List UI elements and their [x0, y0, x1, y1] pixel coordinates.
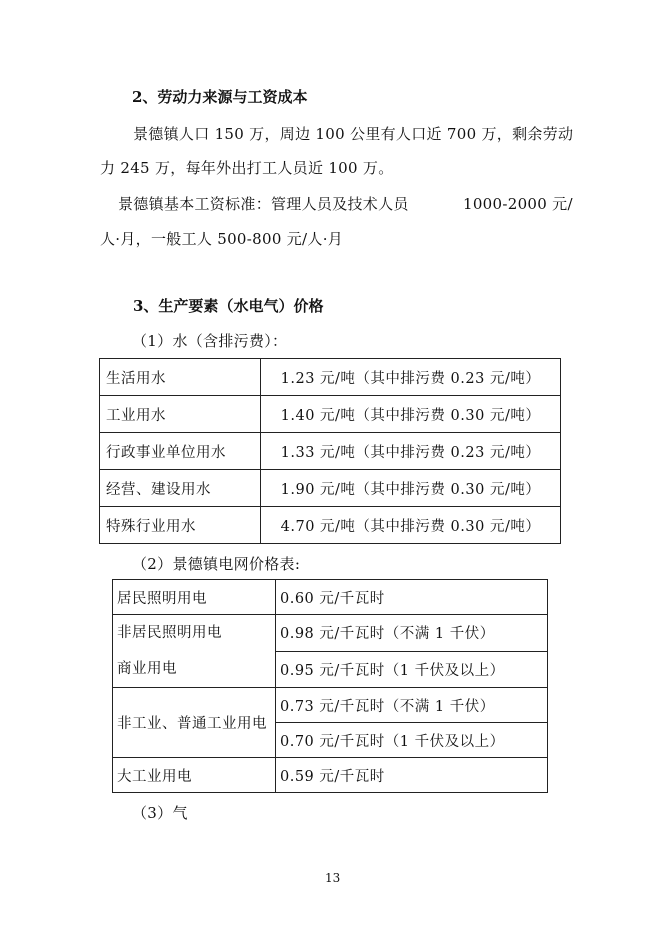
wage-paragraph-line-1-label: 景德镇基本工资标准：管理人员及技术人员: [118, 195, 409, 213]
electricity-price-cell: 0.98 元/千瓦时（不满 1 千伏）: [276, 615, 548, 652]
table-row: [113, 615, 548, 652]
electricity-price-cell: 0.59 元/千瓦时: [276, 758, 548, 793]
water-price-cell: 1.90 元/吨（其中排污费 0.30 元/吨）: [261, 470, 561, 507]
water-type-cell: 特殊行业用水: [100, 507, 261, 544]
water-price-cell: 4.70 元/吨（其中排污费 0.30 元/吨）: [261, 507, 561, 544]
table-row: [100, 470, 561, 507]
wage-paragraph-line-2: 人·月，一般工人 500-800 元/人·月: [100, 230, 344, 248]
water-type-cell: 行政事业单位用水: [100, 433, 261, 470]
electricity-price-title: （2）景德镇电网价格表:: [132, 555, 301, 573]
electricity-price-cell: 0.70 元/千瓦时（1 千伏及以上）: [276, 723, 548, 758]
wage-paragraph-line-1-value: 1000-2000 元/: [463, 195, 573, 213]
electricity-price-table: [112, 579, 548, 793]
electricity-type-cell: 非工业、普通工业用电: [113, 688, 276, 758]
electricity-type-line: 商业用电: [117, 661, 177, 677]
electricity-type-cell: 居民照明用电: [113, 580, 276, 615]
water-price-cell: 1.23 元/吨（其中排污费 0.23 元/吨）: [261, 359, 561, 396]
table-row: [113, 580, 548, 615]
electricity-price-cell: 0.60 元/千瓦时: [276, 580, 548, 615]
water-type-cell: 工业用水: [100, 396, 261, 433]
table-row: [100, 359, 561, 396]
electricity-price-cell: 0.95 元/千瓦时（1 千伏及以上）: [276, 651, 548, 688]
table-row: [113, 758, 548, 793]
water-price-title: （1）水（含排污费）：: [132, 332, 288, 350]
labor-paragraph-line-2: 力 245 万，每年外出打工人员近 100 万。: [100, 159, 394, 177]
section-2-heading: 2、劳动力来源与工资成本: [132, 88, 308, 106]
table-row: [100, 433, 561, 470]
water-price-cell: 1.33 元/吨（其中排污费 0.23 元/吨）: [261, 433, 561, 470]
table-row: [100, 396, 561, 433]
section-3-heading: 3、生产要素（水电气）价格: [133, 297, 324, 315]
electricity-price-cell: 0.73 元/千瓦时（不满 1 千伏）: [276, 688, 548, 723]
table-row: [100, 507, 561, 544]
water-price-cell: 1.40 元/吨（其中排污费 0.30 元/吨）: [261, 396, 561, 433]
table-row: [113, 688, 548, 723]
water-price-table: [99, 358, 561, 544]
water-type-cell: 生活用水: [100, 359, 261, 396]
electricity-type-cell-merged: [113, 615, 276, 688]
gas-price-title: （3）气: [132, 804, 188, 822]
electricity-type-cell: 大工业用电: [113, 758, 276, 793]
water-type-cell: 经营、建设用水: [100, 470, 261, 507]
labor-paragraph-line-1: 景德镇人口 150 万，周边 100 公里有人口近 700 万，剩余劳动: [133, 125, 574, 143]
electricity-type-line: 非居民照明用电: [117, 625, 222, 641]
page-number: 13: [325, 871, 341, 885]
